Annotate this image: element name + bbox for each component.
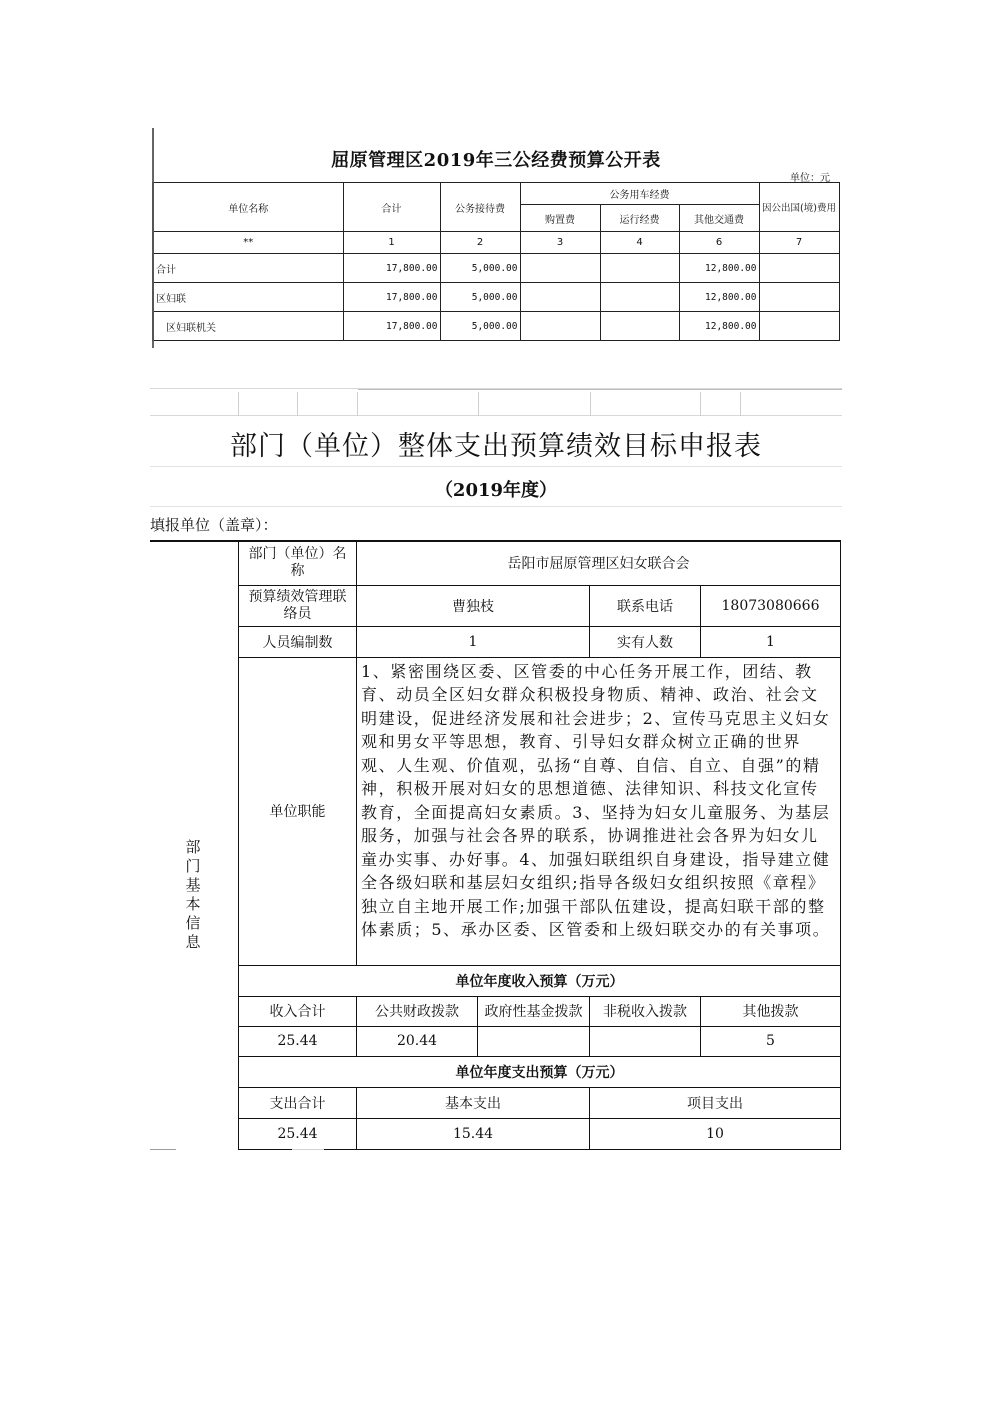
row-purchase — [520, 254, 600, 283]
staff-label: 人员编制数 — [239, 626, 357, 657]
row-name: 区妇联机关 — [153, 312, 343, 341]
divider — [292, 1149, 324, 1150]
expense-header: 支出合计 — [239, 1087, 357, 1118]
dept-name: 岳阳市屈原管理区妇女联合会 — [357, 541, 841, 585]
row-total: 17,800.00 — [343, 283, 440, 312]
divider — [358, 389, 842, 390]
table-row — [153, 254, 839, 283]
row-abroad — [759, 312, 839, 341]
income-value: 5 — [701, 1026, 841, 1056]
index-cell: 4 — [600, 232, 679, 254]
divider — [238, 392, 239, 416]
row-name: 合计 — [153, 254, 343, 283]
index-cell: 3 — [520, 232, 600, 254]
phone-label: 联系电话 — [590, 585, 701, 626]
table-row — [153, 312, 839, 341]
form2-title: 部门（单位）整体支出预算绩效目标申报表 — [230, 431, 762, 462]
phone-value: 18073080666 — [701, 585, 841, 626]
row-reception: 5,000.00 — [440, 312, 520, 341]
divider — [478, 392, 479, 416]
row-operation — [600, 254, 679, 283]
table-row-index — [153, 232, 839, 254]
divider — [297, 392, 298, 416]
income-header: 收入合计 — [239, 996, 357, 1026]
row-reception: 5,000.00 — [440, 254, 520, 283]
row-purchase — [520, 312, 600, 341]
row-abroad — [759, 254, 839, 283]
divider — [590, 392, 591, 416]
header-operation: 运行经费 — [600, 205, 679, 232]
index-cell: 1 — [343, 232, 440, 254]
income-header: 公共财政拨款 — [357, 996, 478, 1026]
three-public-expenses-table — [152, 182, 840, 341]
expense-value-row — [239, 1118, 841, 1149]
income-value-row — [239, 1026, 841, 1056]
row-operation — [600, 312, 679, 341]
divider — [357, 392, 358, 416]
divider — [150, 1149, 176, 1150]
divider — [150, 415, 842, 416]
duty-text: 1、紧密围绕区委、区管委的中心任务开展工作，团结、教育、动员全区妇女群众积极投身物质、精神、政治、社会文明建设，促进经济发展和社会进步；2、宣传马克思主义妇女观和男女平等思想，教育、引导妇女群众树立正确的世界观、人生观、价值观，弘扬“自尊、自信、自立、自强”的精神，积极开展对妇女的思想道德、法律知识、科技文化宣传教育，全面提高妇女素质。3、坚持为妇女儿童服务、为基层服务，加强与社会各界的联系，协调推进社会各界为妇女儿童办实事、办好事。4、加强妇联组织自身建设，指导建立健全各级妇联和基层妇女组织;指导各级妇女组织按照《章程》独立自主地开展工作;加强干部队伍建设，提高妇联干部的整体素质；5、承办区委、区管委和上级妇联交办的有关事项。 — [357, 657, 841, 965]
income-value: 20.44 — [357, 1026, 478, 1056]
header-total: 合计 — [343, 183, 440, 232]
income-value: 25.44 — [239, 1026, 357, 1056]
expense-header-row — [239, 1087, 841, 1118]
index-cell: 6 — [679, 232, 759, 254]
table1-title: 屈原管理区2019年三公经费预算公开表 — [331, 150, 661, 171]
dept-name-label: 部门（单位）名称 — [239, 541, 357, 585]
duty-label: 单位职能 — [239, 657, 357, 965]
income-title: 单位年度收入预算（万元） — [239, 965, 841, 996]
divider — [700, 392, 701, 416]
performance-goal-table — [238, 540, 841, 1150]
header-purchase: 购置费 — [520, 205, 600, 232]
header-reception: 公务接待费 — [440, 183, 520, 232]
side-label: 部门基本信息 — [185, 838, 201, 951]
index-cell: 2 — [440, 232, 520, 254]
fill-unit-label: 填报单位（盖章）： — [150, 516, 278, 534]
income-header: 其他拨款 — [701, 996, 841, 1026]
header-vehicle-group: 公务用车经费 — [520, 183, 759, 205]
row-operation — [600, 283, 679, 312]
row-reception: 5,000.00 — [440, 283, 520, 312]
header-other-transport: 其他交通费 — [679, 205, 759, 232]
income-header: 非税收入拨款 — [590, 996, 701, 1026]
row-other: 12,800.00 — [679, 254, 759, 283]
expense-value: 10 — [590, 1118, 841, 1149]
income-header-row — [239, 996, 841, 1026]
actual-staff-label: 实有人数 — [590, 626, 701, 657]
index-cell: ** — [153, 232, 343, 254]
expense-header: 基本支出 — [357, 1087, 590, 1118]
expense-value: 15.44 — [357, 1118, 590, 1149]
income-value — [590, 1026, 701, 1056]
row-total: 17,800.00 — [343, 254, 440, 283]
header-abroad: 因公出国(境)费用 — [759, 183, 839, 232]
contact-label: 预算绩效管理联络员 — [239, 585, 357, 626]
row-abroad — [759, 283, 839, 312]
expense-title: 单位年度支出预算（万元） — [239, 1056, 841, 1087]
row-name: 区妇联 — [153, 283, 343, 312]
actual-staff-value: 1 — [701, 626, 841, 657]
contact-name: 曹独枝 — [357, 585, 590, 626]
staff-value: 1 — [357, 626, 590, 657]
income-value — [478, 1026, 590, 1056]
table1-unit: 单位：元 — [790, 173, 830, 184]
divider — [150, 506, 842, 507]
index-cell: 7 — [759, 232, 839, 254]
row-other: 12,800.00 — [679, 312, 759, 341]
income-header: 政府性基金拨款 — [478, 996, 590, 1026]
row-other: 12,800.00 — [679, 283, 759, 312]
row-purchase — [520, 283, 600, 312]
table-row — [153, 283, 839, 312]
row-total: 17,800.00 — [343, 312, 440, 341]
expense-value: 25.44 — [239, 1118, 357, 1149]
expense-header: 项目支出 — [590, 1087, 841, 1118]
form2-year: （2019年度） — [434, 480, 558, 501]
header-unit-name: 单位名称 — [153, 183, 343, 232]
divider — [150, 466, 842, 467]
divider — [740, 392, 741, 416]
